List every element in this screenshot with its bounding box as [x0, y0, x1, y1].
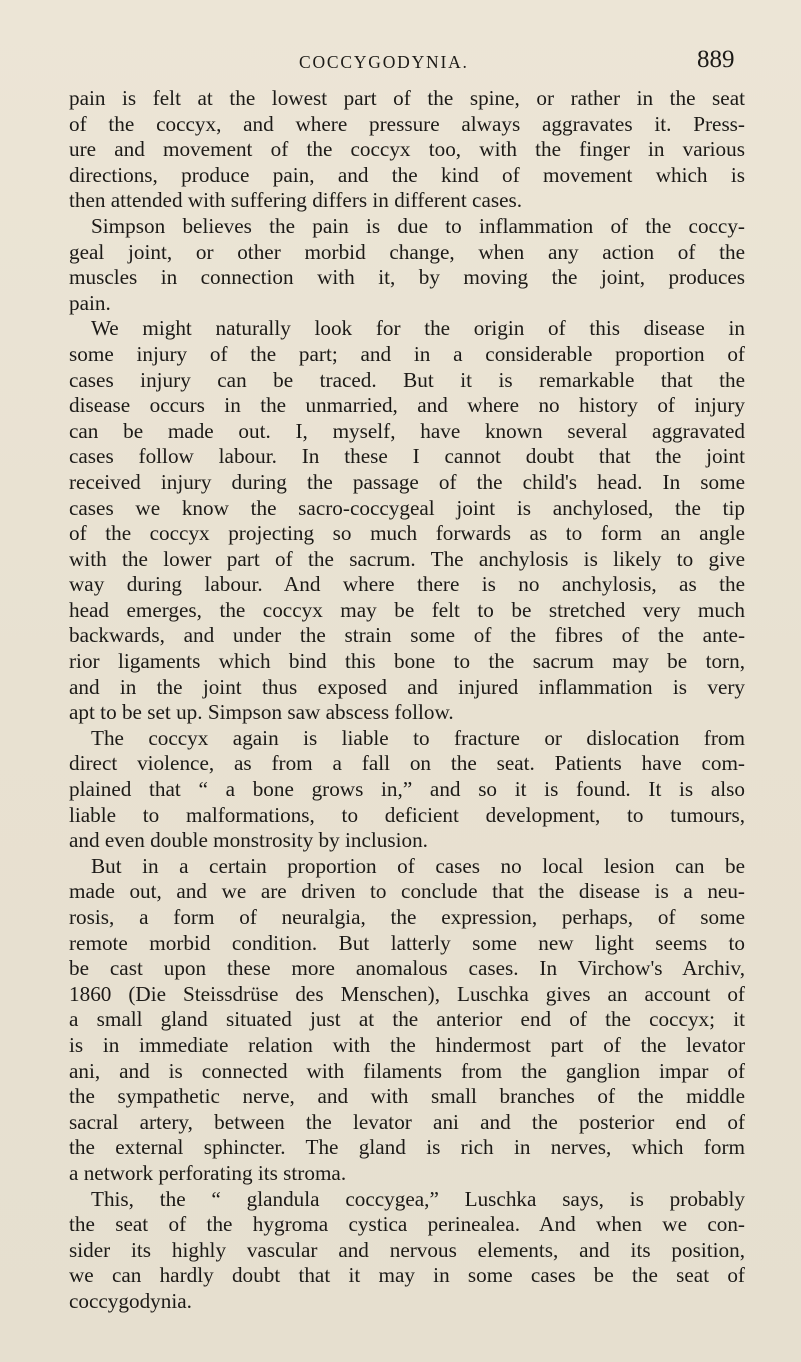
- text-line: sacral artery, between the levator ani and the posterior end of: [69, 1109, 745, 1134]
- text-line: and in the joint thus exposed and injured inflammation is very: [69, 674, 745, 699]
- text-line: direct violence, as from a fall on the seat. Patients have com-: [69, 751, 745, 776]
- text-line: We might naturally look for the origin of this disease in: [91, 316, 745, 341]
- text-line: the sympathetic nerve, and with small branches of the middle: [69, 1084, 745, 1109]
- text-line: rior ligaments which bind this bone to the sacrum may be torn,: [69, 649, 745, 674]
- text-line: received injury during the passage of the child's head. In some: [69, 469, 745, 494]
- text-line: cases follow labour. In these I cannot doubt that the joint: [69, 444, 745, 469]
- text-line: with the lower part of the sacrum. The anchylosis is likely to give: [69, 546, 745, 571]
- text-line: of the coccyx, and where pressure always aggravates it. Press-: [69, 111, 745, 136]
- text-line: muscles in connection with it, by moving the joint, produces: [69, 265, 745, 290]
- text-line: can be made out. I, myself, have known several aggravated: [69, 418, 745, 443]
- text-line: remote morbid condition. But latterly some new light seems to: [69, 930, 745, 955]
- text-line: some injury of the part; and in a considerable proportion of: [69, 341, 745, 366]
- page-header: [0, 46, 801, 76]
- text-line: geal joint, or other morbid change, when any action of the: [69, 239, 745, 264]
- text-line: sider its highly vascular and nervous elements, and its position,: [69, 1237, 745, 1262]
- text-line: of the coccyx projecting so much forwards as to form an angle: [69, 521, 745, 546]
- text-line: the external sphincter. The gland is rich in nerves, which form: [69, 1135, 745, 1160]
- text-line: plained that “ a bone grows in,” and so it is found. It is also: [69, 777, 745, 802]
- text-line: and even double monstrosity by inclusion.: [69, 828, 428, 853]
- text-line: way during labour. And where there is no anchylosis, as the: [69, 572, 745, 597]
- text-line: a small gland situated just at the anterior end of the coccyx; it: [69, 1007, 745, 1032]
- text-line: then attended with suffering differs in different cases.: [69, 188, 523, 213]
- text-line: is in immediate relation with the hindermost part of the levator: [69, 1032, 745, 1057]
- text-line: the seat of the hygroma cystica perinealea. And when we con-: [69, 1212, 745, 1237]
- text-line: disease occurs in the unmarried, and where no history of injury: [69, 393, 745, 418]
- text-line: pain is felt at the lowest part of the spine, or rather in the seat: [69, 86, 745, 110]
- text-line: rosis, a form of neuralgia, the expression, perhaps, of some: [69, 905, 745, 929]
- text-line: we can hardly doubt that it may in some cases be the seat of: [69, 1263, 745, 1288]
- text-line: Simpson believes the pain is due to inflammation of the coccy-: [91, 213, 745, 238]
- text-line: liable to malformations, to deficient development, to tumours,: [69, 802, 745, 827]
- text-line: This, the “ glandula coccygea,” Luschka says, is probably: [91, 1186, 745, 1211]
- text-line: cases injury can be traced. But it is remarkable that the: [69, 367, 745, 392]
- running-head: COCCYGODYNIA.: [299, 52, 469, 72]
- text-line: be cast upon these more anomalous cases. In Virchow's Archiv,: [69, 956, 745, 981]
- text-line: backwards, and under the strain some of the fibres of the ante-: [69, 623, 745, 648]
- text-line: apt to be set up. Simpson saw abscess follow.: [69, 700, 454, 725]
- text-line: a network perforating its stroma.: [69, 1160, 347, 1185]
- text-line: But in a certain proportion of cases no local lesion can be: [91, 853, 745, 878]
- text-line: directions, produce pain, and the kind of movement which is: [69, 162, 745, 187]
- text-line: 1860 (Die Steissdrüse des Menschen), Luschka gives an account of: [69, 981, 745, 1006]
- text-line: coccygodynia.: [69, 1288, 192, 1313]
- text-line: ani, and is connected with filaments from the ganglion impar of: [69, 1058, 745, 1083]
- text-line: ure and movement of the coccyx too, with the finger in various: [69, 137, 745, 162]
- text-line: made out, and we are driven to conclude that the disease is a neu-: [69, 879, 745, 904]
- text-line: The coccyx again is liable to fracture or dislocation from: [91, 725, 745, 750]
- text-line: pain.: [69, 290, 111, 315]
- text-line: cases we know the sacro-coccygeal joint is anchylosed, the tip: [69, 495, 745, 520]
- page-number: 889: [697, 46, 735, 73]
- text-line: head emerges, the coccyx may be felt to be stretched very much: [69, 597, 745, 622]
- body-text: [69, 86, 745, 1315]
